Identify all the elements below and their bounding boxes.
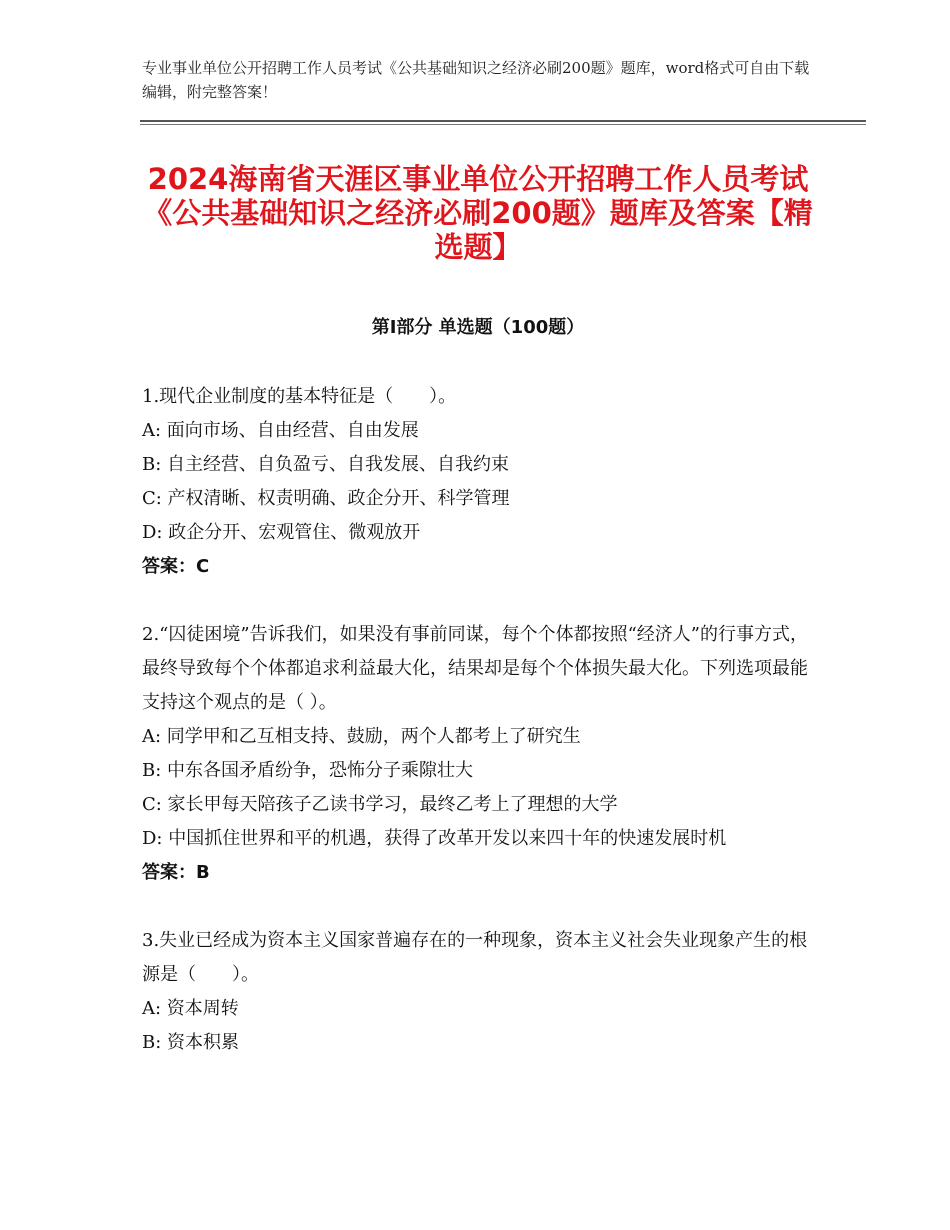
question-stem: 3.失业已经成为资本主义国家普遍存在的一种现象，资本主义社会失业现象产生的根源是（ ）。	[142, 930, 808, 985]
question-3	[142, 924, 812, 1060]
option-c: C: 产权清晰、权责明确、政企分开、科学管理	[142, 488, 510, 509]
question-stem: 2.“囚徒困境”告诉我们，如果没有事前同谋，每个个体都按照“经济人”的行事方式，最终导致每个个体都追求利益最大化，结果却是每个个体损失最大化。下列选项最能支持这个观点的是（ ）。	[142, 624, 808, 713]
option-c: C: 家长甲每天陪孩子乙读书学习，最终乙考上了理想的大学	[142, 794, 618, 815]
option-a: A: 同学甲和乙互相支持、鼓励，两个人都考上了研究生	[142, 726, 581, 747]
answer-text: 答案：B	[142, 862, 210, 883]
option-a: A: 资本周转	[142, 998, 239, 1019]
answer-text: 答案：C	[142, 556, 210, 577]
option-d: D: 中国抓住世界和平的机遇，获得了改革开发以来四十年的快速发展时机	[142, 828, 727, 849]
question-list	[142, 380, 812, 1094]
option-b: B: 中东各国矛盾纷争，恐怖分子乘隙壮大	[142, 760, 474, 781]
question-1	[142, 380, 812, 584]
option-d: D: 政企分开、宏观管住、微观放开	[142, 522, 421, 543]
option-b: B: 自主经营、自负盈亏、自我发展、自我约束	[142, 454, 510, 475]
header-note: 专业事业单位公开招聘工作人员考试《公共基础知识之经济必刷200题》题库，word格式可自由下载编辑，附完整答案！	[142, 59, 810, 101]
header-rule	[140, 120, 866, 122]
question-stem: 1.现代企业制度的基本特征是（ ）。	[142, 386, 457, 407]
section-heading: 第Ⅰ部分 单选题（100题）	[371, 317, 585, 338]
option-b: B: 资本积累	[142, 1032, 240, 1053]
question-2	[142, 618, 812, 890]
document-title: 2024海南省天涯区事业单位公开招聘工作人员考试《公共基础知识之经济必刷200题》题库及答案【精选题】	[143, 162, 813, 264]
option-a: A: 面向市场、自由经营、自由发展	[142, 420, 419, 441]
header-rule-thin	[140, 124, 866, 125]
